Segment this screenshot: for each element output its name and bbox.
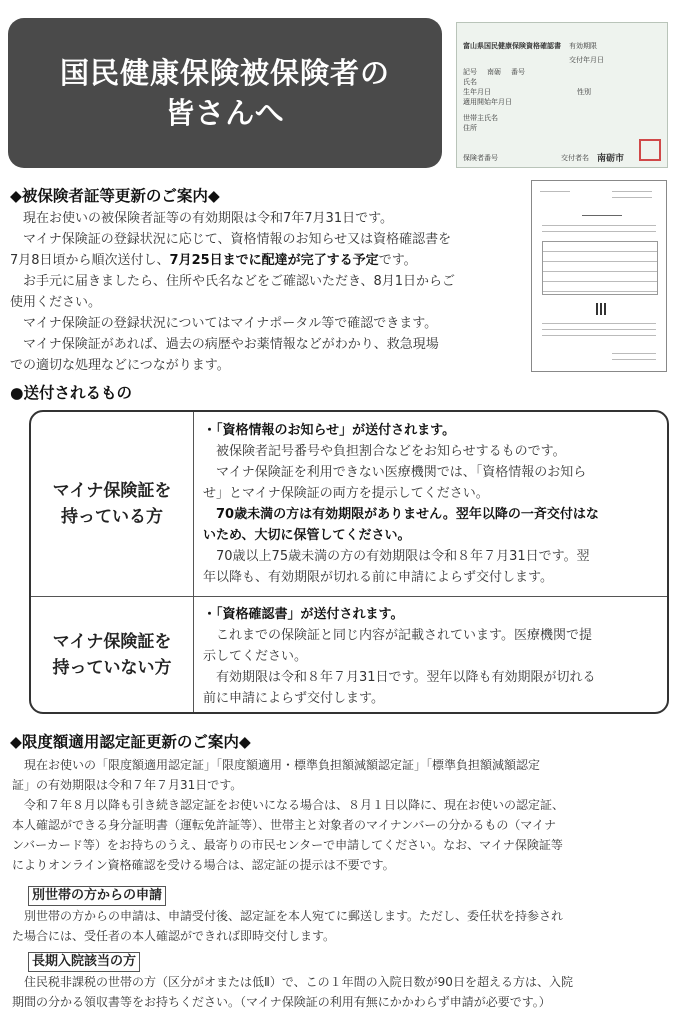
section3-p2c: ンバーカード等）をお持ちのうえ、最寄りの市民センターで申請してください。なお、マイナ保険証等	[12, 838, 563, 852]
card-city: 南砺市	[597, 154, 625, 164]
card-nanto: 南砺	[487, 68, 501, 76]
row1-label	[31, 412, 194, 596]
row1-bullet: ・「資格情報のお知らせ」が送付されます。	[203, 423, 456, 438]
card-issue-date: 交付年月日	[569, 56, 604, 64]
section1-body	[10, 208, 528, 376]
title-line-1: 国民健康保険被保険者の	[59, 56, 390, 90]
section1-p1: 現在お使いの被保険者証等の有効期限は令和7年7月31日です。	[23, 211, 394, 226]
section1-p2d: です。	[378, 253, 417, 268]
section1-p2	[10, 250, 528, 271]
title-line-2: 皆さんへ	[165, 96, 285, 130]
card-address: 住所	[463, 124, 477, 132]
row1-t2a: マイナ保険証を利用できない医療機関では、「資格情報のお知ら	[216, 465, 587, 480]
section1-p5a: マイナ保険証があれば、過去の病歴やお薬情報などがわかり、救急現場	[23, 337, 439, 352]
card-number: 番号	[511, 68, 525, 76]
section3-p2d: によりオンライン資格確認を受ける場合は、認定証の提示は不要です。	[12, 858, 395, 872]
row1-t4b: 年以降も、有効期限が切れる前に申請によらず交付します。	[203, 570, 553, 585]
subheading-long-stay-label: 長期入院該当の方	[28, 952, 140, 972]
notice-document-image	[531, 180, 667, 372]
section1-p2c: 7月25日までに配達が完了する予定	[169, 253, 379, 268]
card-issuer: 交付者名	[561, 154, 589, 162]
card-start: 適用開始年月日	[463, 98, 512, 106]
row2-t1b: 示してください。	[203, 649, 308, 664]
row2-t1a: これまでの保険証と同じ内容が記載されています。医療機関で提	[216, 628, 592, 643]
long-stay-body	[12, 972, 676, 1012]
card-title: 富山県国民健康保険資格確認書	[463, 42, 561, 50]
section3-s2b: 期間の分かる領収書等をお持ちください。（マイナ保険証の利用有無にかかわらず申請が必要です。）	[12, 995, 551, 1009]
row2-t2a: 有効期限は令和８年７月31日です。翌年以降も有効期限が切れる	[216, 670, 596, 685]
section2-heading: ●送付されるもの	[10, 384, 133, 402]
section3-p1a: 現在お使いの「限度額適用認定証」「限度額適用・標準負担額減額認定証」「標準負担額減額認定	[24, 758, 541, 772]
row2-t2b: 前に申請によらず交付します。	[203, 691, 384, 706]
subheading-separate-household	[28, 884, 166, 906]
title-banner	[8, 18, 442, 168]
row1-t2b: せ」とマイナ保険証の両方を提示してください。	[203, 486, 489, 501]
card-householder: 世帯主氏名	[463, 114, 498, 122]
card-validity: 有効期限	[569, 42, 597, 50]
section1-heading: ◆被保険者証等更新のご案内◆	[10, 187, 220, 205]
section1-p2a: マイナ保険証の登録状況に応じて、資格情報のお知らせ又は資格確認書を	[23, 232, 452, 247]
card-name: 氏名	[463, 78, 477, 86]
section1-p3a: お手元に届きましたら、住所や氏名などをご確認いただき、8月1日からご	[23, 274, 456, 289]
row1-t1: 被保険者記号番号や負担割合などをお知らせするものです。	[216, 444, 566, 459]
row2-bullet: ・「資格確認書」が送付されます。	[203, 607, 404, 622]
insurance-card-image	[456, 22, 668, 168]
card-birth: 生年月日	[463, 88, 491, 96]
section3-s2a: 住民税非課税の世帯の方（区分がオまたは低Ⅱ）で、この１年間の入院日数が90日を超える方は、入院	[24, 975, 573, 989]
row1-t3a: 70歳未満の方は有効期限がありません。翌年以降の一斉交付はな	[216, 507, 599, 522]
section3-s1a: 別世帯の方からの申請は、申請受付後、認定証を本人宛てに郵送します。ただし、委任状を持参され	[24, 909, 564, 923]
delivery-table	[29, 410, 669, 714]
row2-label-line1: マイナ保険証を	[52, 632, 172, 652]
row1-content	[203, 420, 655, 588]
row1-t4a: 70歳以上75歳未満の方の有効期限は令和８年７月31日です。翌	[216, 549, 590, 564]
row1-t3b: いため、大切に保管してください。	[203, 528, 411, 543]
section3-body	[12, 755, 676, 875]
row2-label-line2: 持っていない方	[52, 658, 172, 678]
card-insurer-no: 保険者番号	[463, 154, 498, 162]
section3-heading: ◆限度額適用認定証更新のご案内◆	[10, 733, 251, 751]
card-seal	[639, 139, 661, 161]
separate-household-body	[12, 906, 676, 946]
section1-p5b: での適切な処理などにつながります。	[10, 358, 230, 373]
table-row-no-card	[31, 596, 667, 714]
row1-label-line1: マイナ保険証を	[52, 481, 172, 501]
section3-p2b: 本人確認ができる身分証明書（運転免許証等）、世帯主と対象者のマイナンバーの分かるもの（マイナ	[12, 818, 557, 832]
section1-p4: マイナ保険証の登録状況についてはマイナポータル等で確認できます。	[23, 316, 438, 331]
table-row-has-card	[31, 412, 667, 597]
card-gender: 性別	[577, 88, 591, 96]
card-symbol: 記号	[463, 68, 477, 76]
section3-s1b: た場合には、受任者の本人確認ができれば即時交付します。	[12, 929, 336, 943]
section3-p1b: 証」の有効期限は令和７年７月31日です。	[12, 778, 243, 792]
subheading-long-stay	[28, 950, 140, 972]
subheading-separate-household-label: 別世帯の方からの申請	[28, 886, 166, 906]
row2-label	[31, 596, 194, 714]
section1-p3b: 使用ください。	[10, 295, 102, 310]
row1-label-line2: 持っている方	[60, 507, 163, 527]
row2-content	[203, 604, 655, 709]
section3-p2a: 令和７年８月以降も引き続き認定証をお使いになる場合は、８月１日以降に、現在お使いの認定証、	[24, 798, 565, 812]
section1-p2b: 7月8日頃から順次送付し、	[10, 253, 170, 268]
